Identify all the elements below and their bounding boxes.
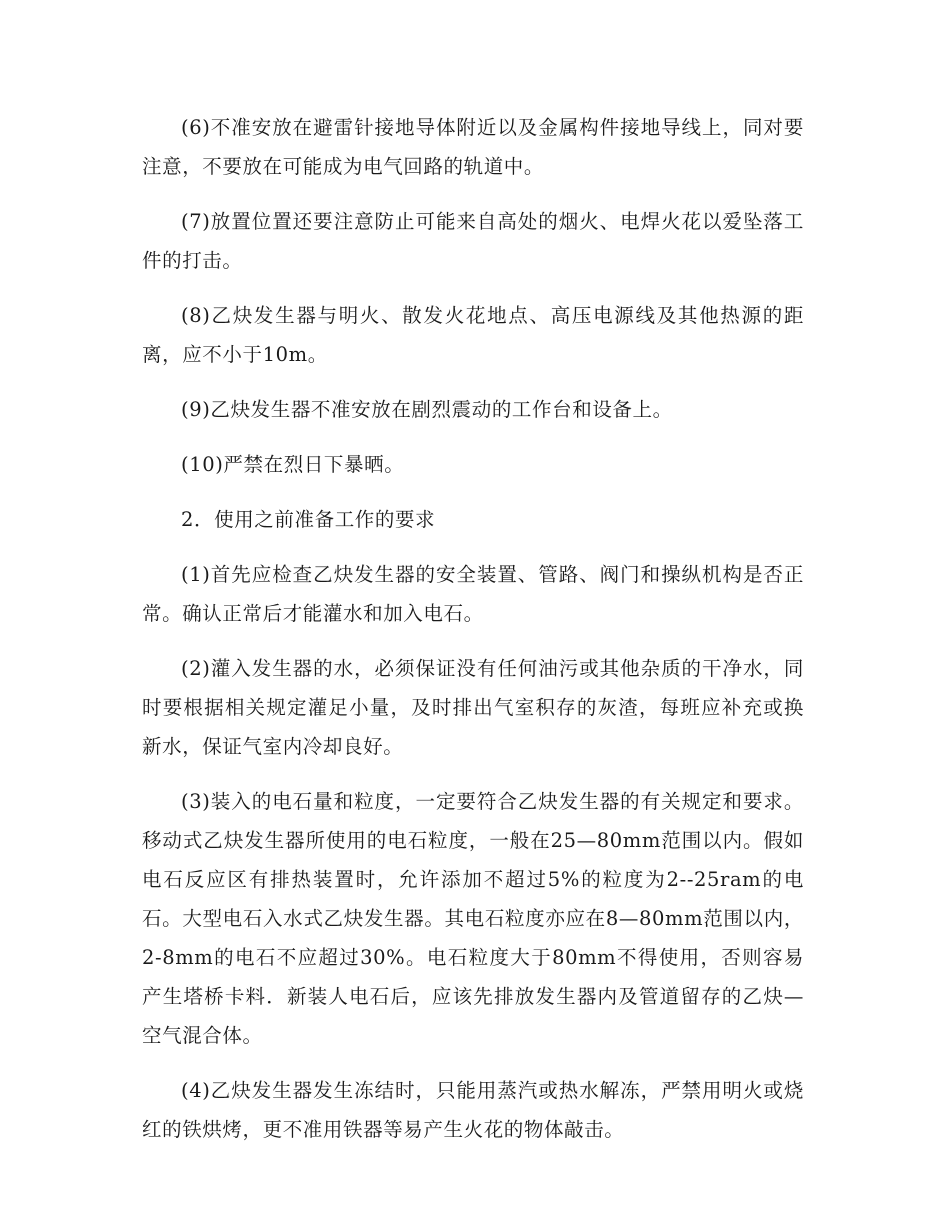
paragraph-item-10: (10)严禁在烈日下暴晒。: [181, 453, 405, 476]
document-body: [142, 108, 804, 1165]
paragraph-item-3: (3)装入的电石量和粒度，一定要符合乙炔发生器的有关规定和要求。移动式乙炔发生器所使用的电石粒度，一般在25—80mm范围以内。假如电石反应区有排热装置时，允许添加不超过5%的粒度为2--25ram的电石。大型电石入水式乙炔发生器。其电石粒度亦应在8—80mm范围以内，2-8mm的电石不应超过30%。电石粒度大于80mm不得使用，否则容易产生塔桥卡料．新装人电石后，应该先排放发生器内及管道留存的乙炔—空气混合体。: [142, 790, 804, 1047]
paragraph-item-8: (8)乙炔发生器与明火、散发火花地点、高压电源线及其他热源的距离，应不小于10m。: [142, 304, 804, 366]
paragraph-item-6: (6)不准安放在避雷针接地导体附近以及金属构件接地导线上，同对要注意，不要放在可能成为电气回路的轨道中。: [142, 116, 804, 178]
paragraph-item-4: (4)乙炔发生器发生冻结时，只能用蒸汽或热水解冻，严禁用明火或烧红的铁烘烤，更不准用铁器等易产生火花的物体敲击。: [142, 1079, 804, 1141]
paragraph-item-9: (9)乙炔发生器不准安放在剧烈震动的工作台和设备上。: [181, 398, 673, 421]
paragraph-item-7: (7)放置位置还要注意防止可能来自高处的烟火、电焊火花以爱坠落工件的打击。: [142, 210, 804, 272]
section-heading: 2．使用之前准备工作的要求: [181, 508, 436, 531]
paragraph-item-1: (1)首先应检查乙炔发生器的安全装置、管路、阀门和操纵机构是否正常。确认正常后才能灌水和加入电石。: [142, 563, 804, 625]
paragraph-item-2: (2)灌入发生器的水，必须保证没有任何油污或其他杂质的干净水，同时要根据相关规定灌足小量，及时排出气室积存的灰渣，每班应补充或换新水，保证气室内冷却良好。: [142, 657, 804, 758]
